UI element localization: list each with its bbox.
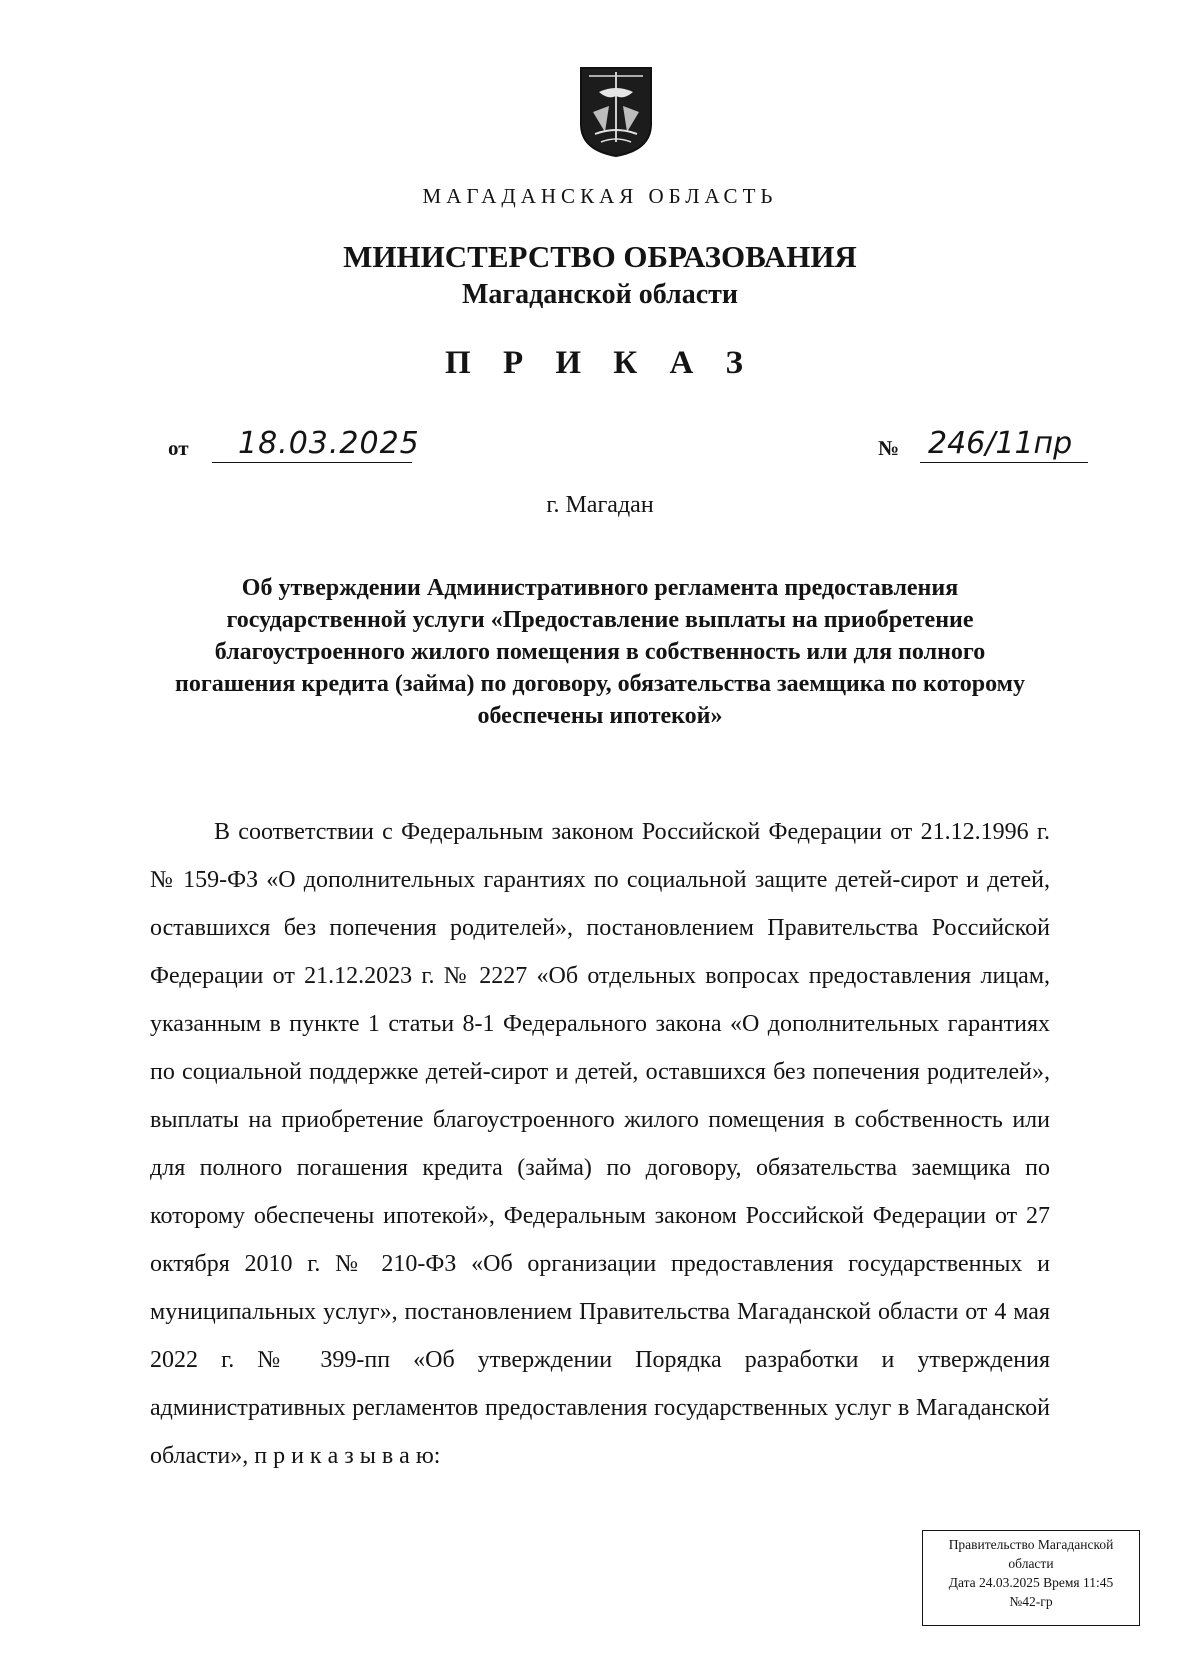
- order-details-row: [168, 426, 1088, 472]
- number-underline: [920, 462, 1088, 463]
- order-subject: Об утверждении Административного регламента предоставления государственной услуги «Предоставление выплаты на приобретение благоустроенного жилого помещения в собственность или для полного погашения кредита (займа) по договору, обязательства заемщика по которому обеспечены ипотекой»: [175, 575, 1025, 729]
- ministry-title: МИНИСТЕРСТВО ОБРАЗОВАНИЯ: [343, 239, 857, 274]
- coat-of-arms-icon: [579, 62, 653, 158]
- order-body-paragraph: В соответствии с Федеральным законом Российской Федерации от 21.12.1996 г. № 159-ФЗ «О дополнительных гарантиях по социальной защите детей-сирот и детей, оставшихся без попечения родителей», постановлением Правительства Российской Федерации от 21.12.2023 г. № 2227 «Об отдельных вопросах предоставления лицам, указанным в пункте 1 статьи 8-1 Федерального закона «О дополнительных гарантиях по социальной поддержке детей-сирот и детей, оставшихся без попечения родителей», выплаты на приобретение благоустроенного жилого помещения в собственность или для полного погашения кредита (займа) по договору, обязательства заемщика по которому обеспечены ипотекой», Федеральным законом Российской Федерации от 27 октября 2010 г. № 210-ФЗ «Об организации предоставления государственных и муниципальных услуг», постановлением Правительства Магаданской области от 4 мая 2022 г. № 399-пп «Об утверждении Порядка разработки и утверждения административных регламентов предоставления государственных услуг в Магаданской области», п р и к а з ы в а ю:: [150, 819, 1050, 1469]
- stamp-organization: Правительство Магаданской: [948, 1537, 1114, 1552]
- number-label: №: [878, 436, 900, 460]
- stamp-organization-cont: области: [1008, 1556, 1054, 1571]
- region-name: МАГАДАНСКАЯ ОБЛАСТЬ: [422, 184, 778, 208]
- order-date: 18.03.2025: [238, 426, 420, 461]
- city: г. Магадан: [546, 492, 654, 518]
- order-title: П Р И К А З: [445, 345, 755, 381]
- registration-stamp: [922, 1530, 1140, 1626]
- ministry-subtitle: Магаданской области: [461, 279, 739, 310]
- date-label: от: [168, 436, 189, 460]
- stamp-number: №42-гр: [1009, 1594, 1053, 1609]
- order-number: 246/11пр: [928, 426, 1073, 461]
- stamp-datetime: Дата 24.03.2025 Время 11:45: [948, 1575, 1114, 1590]
- ministry-name: [0, 238, 1200, 314]
- date-underline: [212, 462, 412, 463]
